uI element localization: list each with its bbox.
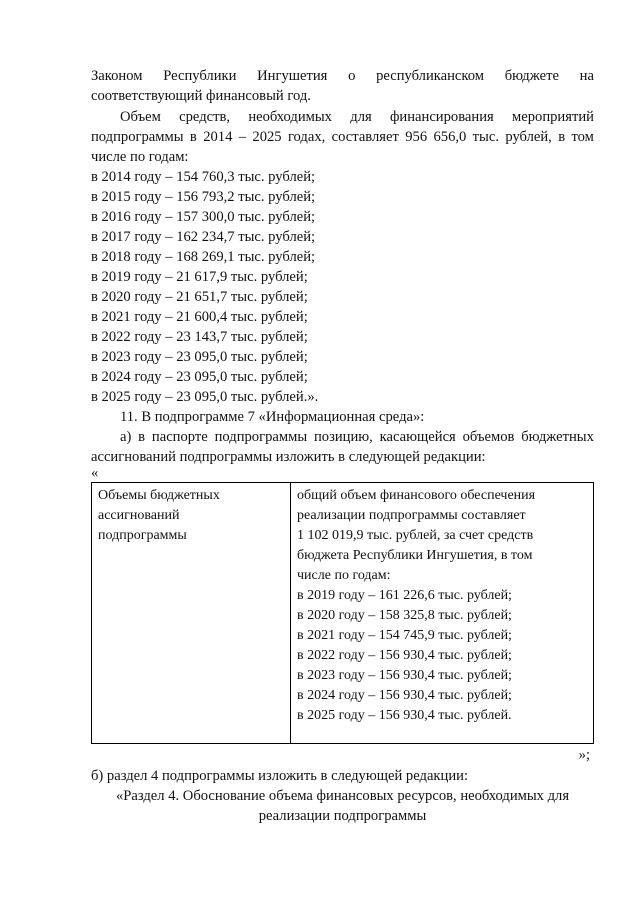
cell-line: в 2022 году – 156 930,4 тыс. рублей; <box>297 648 512 663</box>
table-cell-value <box>291 483 594 744</box>
word: о <box>348 68 356 84</box>
para1-line2: соответствующий финансовый год. <box>91 88 311 104</box>
cell-line: общий объем финансового обеспечения <box>297 488 536 503</box>
word: Республики <box>163 68 237 84</box>
word: необходимых <box>248 109 332 125</box>
cell-line: числе по годам: <box>297 568 391 583</box>
budget-volume-table <box>91 482 594 744</box>
item-a-line2: ассигнований подпрограммы изложить в следующей редакции: <box>91 449 486 465</box>
word: подпрограммы <box>91 129 184 145</box>
word: годах, <box>287 129 326 145</box>
item-11: 11. В подпрограмме 7 «Информационная среда»: <box>120 409 425 425</box>
cell-line: бюджета Республики Ингушетия, в том <box>297 548 533 563</box>
word: в <box>189 129 197 145</box>
section4-heading-line1: «Раздел 4. Обоснование объема финансовых ресурсов, необходимых для <box>115 788 570 804</box>
word: – <box>238 129 247 145</box>
word: 2014 <box>203 129 233 145</box>
word: для <box>350 109 372 125</box>
cell-line: в 2021 году – 154 745,9 тыс. рублей; <box>297 628 512 643</box>
word: Ингушетия <box>257 68 328 84</box>
word: средств, <box>179 109 231 125</box>
cell-line: в 2019 году – 161 226,6 тыс. рублей; <box>297 588 512 603</box>
word: в <box>138 429 146 445</box>
word: позицию, <box>313 429 373 445</box>
year-line: в 2017 году – 162 234,7 тыс. рублей; <box>91 229 316 245</box>
cell-line: ассигнований <box>98 508 180 523</box>
cell-line: подпрограммы <box>98 528 187 543</box>
word: Объем <box>120 109 161 125</box>
word: составляет <box>331 129 399 145</box>
year-line: в 2025 году – 23 095,0 тыс. рублей.». <box>91 389 319 405</box>
para2-line1 <box>120 107 594 127</box>
word: Законом <box>91 68 143 84</box>
word: 956 <box>405 129 428 145</box>
cell-line: в 2023 году – 156 930,4 тыс. рублей; <box>297 668 512 683</box>
word: республиканском <box>376 68 484 84</box>
item-a-line1 <box>120 427 594 447</box>
cell-line: в 2020 году – 158 325,8 тыс. рублей; <box>297 608 512 623</box>
word: а) <box>120 429 132 445</box>
word: мероприятий <box>512 109 594 125</box>
para1-line1 <box>91 66 594 86</box>
year-line: в 2022 году – 23 143,7 тыс. рублей; <box>91 329 308 345</box>
table-cell-label <box>92 483 291 744</box>
cell-line: Объемы бюджетных <box>98 488 220 503</box>
para2-line3: числе по годам: <box>91 149 189 165</box>
word: 2025 <box>252 129 282 145</box>
word: 656,0 <box>433 129 467 145</box>
year-line: в 2021 году – 21 600,4 тыс. рублей; <box>91 309 308 325</box>
word: паспорте <box>151 429 208 445</box>
word: бюджете <box>504 68 559 84</box>
word: на <box>579 68 594 84</box>
year-line: в 2015 году – 156 793,2 тыс. рублей; <box>91 189 316 205</box>
word: в <box>558 129 566 145</box>
year-line: в 2018 году – 168 269,1 тыс. рублей; <box>91 249 316 265</box>
year-line: в 2019 году – 21 617,9 тыс. рублей; <box>91 269 308 285</box>
word: финансирования <box>389 109 494 125</box>
year-line: в 2014 году – 154 760,3 тыс. рублей; <box>91 169 316 185</box>
section4-heading-line2: реализации подпрограммы <box>258 808 427 824</box>
cell-line: в 2025 году – 156 930,4 тыс. рублей. <box>297 708 512 723</box>
cell-line: 1 102 019,9 тыс. рублей, за счет средств <box>297 528 534 543</box>
item-b: б) раздел 4 подпрограммы изложить в следующей редакции: <box>91 768 468 784</box>
word: объемов <box>462 429 515 445</box>
word: касающейся <box>379 429 456 445</box>
year-line: в 2023 году – 23 095,0 тыс. рублей; <box>91 349 308 365</box>
year-line: в 2020 году – 21 651,7 тыс. рублей; <box>91 289 308 305</box>
year-line: в 2024 году – 23 095,0 тыс. рублей; <box>91 369 308 385</box>
word: тыс. <box>472 129 499 145</box>
cell-line: в 2024 году – 156 930,4 тыс. рублей; <box>297 688 512 703</box>
open-quote: « <box>91 465 99 481</box>
close-quote: »; <box>578 747 590 763</box>
table-row <box>92 483 594 744</box>
para2-line2 <box>91 127 594 147</box>
word: том <box>571 129 594 145</box>
word: подпрограммы <box>214 429 308 445</box>
word: бюджетных <box>521 429 594 445</box>
word: рублей, <box>505 129 552 145</box>
cell-line: реализации подпрограммы составляет <box>297 508 526 523</box>
year-line: в 2016 году – 157 300,0 тыс. рублей; <box>91 209 316 225</box>
